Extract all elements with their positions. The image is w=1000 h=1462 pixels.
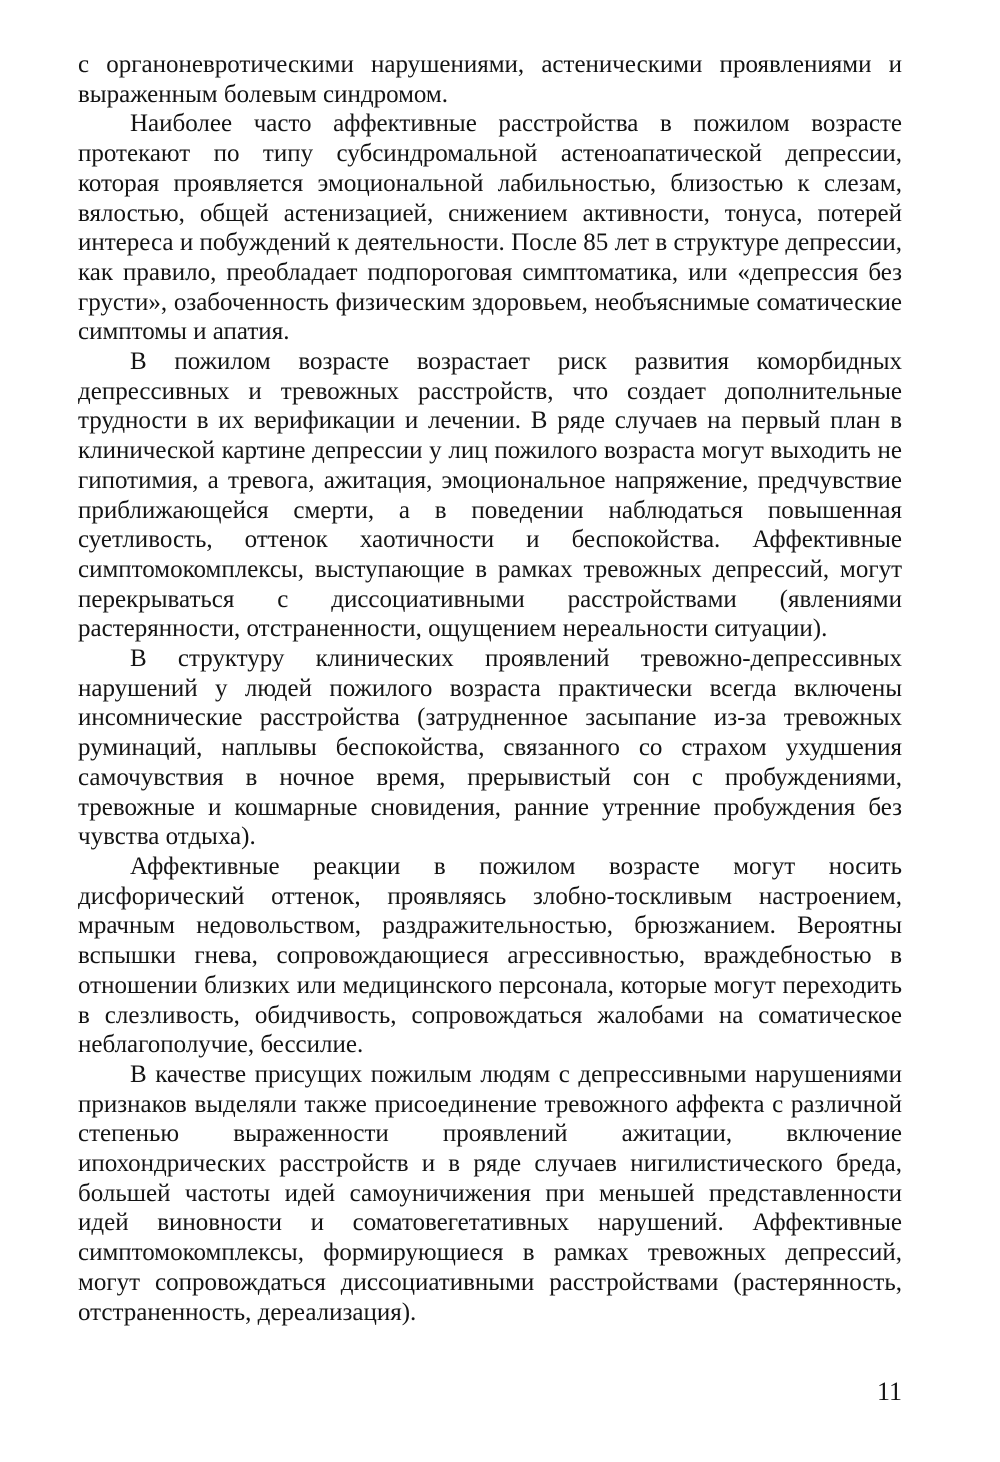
paragraph: Наиболее часто аффективные расстройства в пожилом возрасте протекают по типу субсиндромальной астеноапатической депрессии, которая проявляется эмоциональной лабильностью, близостью к слезам, вялостью, общей астенизацией, снижением активности, тонуса, потерей интереса и побуждений к деятельности. После 85 лет в структуре депрессии, как правило, преобладает подпороговая симптоматика, или «депрессия без грусти», озабоченность физическим здоровьем, необъяснимые соматические симптомы и апатия. (78, 110, 902, 346)
paragraph-continuation: с органоневротическими нарушениями, астеническими проявлениями и выраженным болевым синдромом. (78, 51, 902, 108)
paragraph: Аффективные реакции в пожилом возрасте могут носить дисфорический оттенок, проявляясь злобно-тоскливым настроением, мрачным недовольством, раздражительностью, брюзжанием. Вероятны вспышки гнева, сопровождающиеся агрессивностью, враждебностью в отношении близких или медицинского персонала, которые могут переходить в слезливость, обидчивость, сопровождаться жалобами на соматическое неблагополучие, бессилие. (78, 852, 902, 1059)
body-text (78, 50, 902, 1327)
paragraph: В структуру клинических проявлений тревожно-депрессивных нарушений у людей пожилого возраста практически всегда включены инсомнические расстройства (затрудненное засыпание из-за тревожных руминаций, наплывы беспокойства, связанного со страхом ухудшения самочувствия в ночное время, прерывистый сон с пробуждениями, тревожные и кошмарные сновидения, ранние утренние пробуждения без чувства отдыха). (78, 645, 902, 851)
paragraph: В качестве присущих пожилым людям с депрессивными нарушениями признаков выделяли также присоединение тревожного аффекта с различной степенью выраженности проявлений ажитации, включение ипохондрических расстройств и в ряде случаев нигилистического бреда, большей частоты идей самоуничижения при меньшей представленности идей виновности и соматовегетативных нарушений. Аффективные симптомокомплексы, формирующиеся в рамках тревожных депрессий, могут сопровождаться диссоциативными расстройствами (растерянность, отстраненность, дереализация). (78, 1060, 902, 1326)
paragraph: В пожилом возрасте возрастает риск развития коморбидных депрессивных и тревожных расстройств, что создает дополнительные трудности в их верификации и лечении. В ряде случаев на первый план в клинической картине депрессии у лиц пожилого возраста могут выходить не гипотимия, а тревога, ажитация, эмоциональное напряжение, предчувствие приближающейся смерти, а в поведении наблюдаться повышенная суетливость, оттенок хаотичности и беспокойства. Аффективные симптомокомплексы, выступающие в рамках тревожных депрессий, могут перекрываться с диссоциативными расстройствами (явлениями растерянности, отстраненности, ощущением нереальности ситуации). (78, 348, 902, 643)
page-number: 11 (876, 1377, 902, 1406)
